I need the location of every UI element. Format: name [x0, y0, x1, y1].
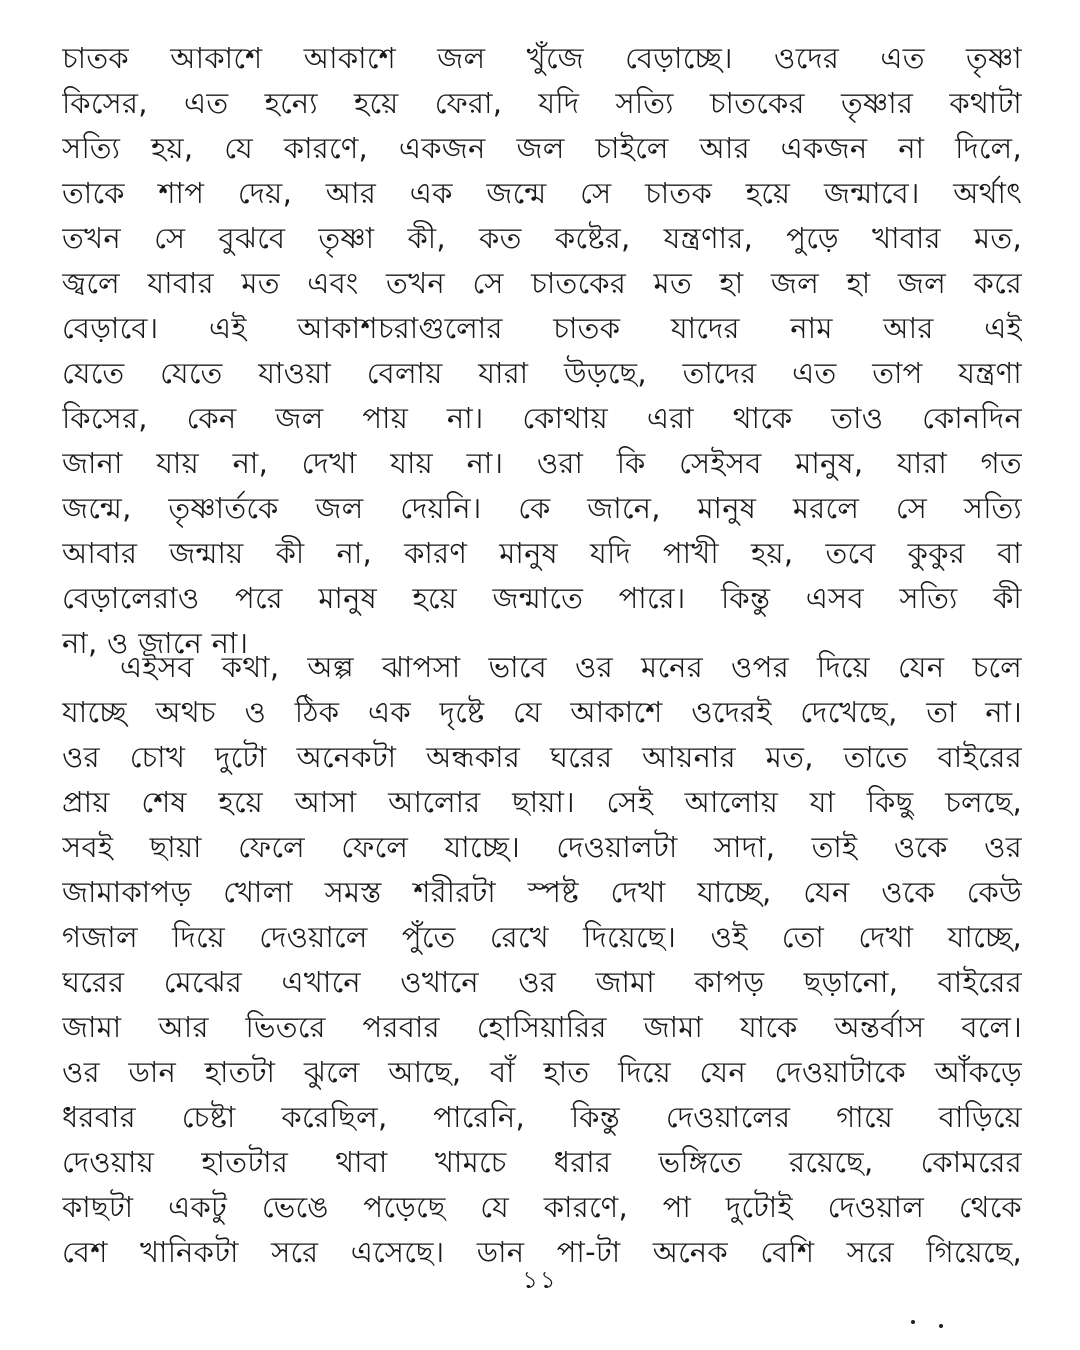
scan-specks [905, 1318, 955, 1330]
text-line: যাচ্ছে অথচ ও ঠিক এক দৃষ্টে যে আকাশে ওদেরই দেখেছে, তা না। [62, 695, 1022, 729]
text-line: জামাকাপড় খোলা সমস্ত শরীরটা স্পষ্ট দেখা যাচ্ছে, যেন ওকে কেউ [62, 875, 1022, 909]
text-line: না, ও জানে না। [62, 626, 249, 660]
text-line: চাতক আকাশে আকাশে জল খুঁজে বেড়াচ্ছে। ওদের এত তৃষ্ণা [62, 41, 1022, 75]
text-line: জন্মে, তৃষ্ণার্তকে জল দেয়নি। কে জানে, মানুষ মরলে সে সত্যি [62, 491, 1022, 525]
text-line: বেড়ালেরাও পরে মানুষ হয়ে জন্মাতে পারে। কিন্তু এসব সত্যি কী [62, 581, 1022, 615]
paragraph-2 [62, 645, 1022, 1275]
page-number: ১১ [522, 1266, 558, 1294]
text-line: যেতে যেতে যাওয়া বেলায় যারা উড়ছে, তাদের এত তাপ যন্ত্রণা [62, 356, 1022, 390]
text-line: বেড়াবে। এই আকাশচরাগুলোর চাতক যাদের নাম আর এই [62, 311, 1022, 345]
text-line: তখন সে বুঝবে তৃষ্ণা কী, কত কষ্টের, যন্ত্রণার, পুড়ে খাবার মত, [62, 221, 1022, 255]
text-line: ধরবার চেষ্টা করেছিল, পারেনি, কিন্তু দেওয়ালের গায়ে বাড়িয়ে [62, 1100, 1022, 1134]
text-line: ওর ডান হাতটা ঝুলে আছে, বাঁ হাত দিয়ে যেন দেওয়াটাকে আঁকড়ে [62, 1055, 1022, 1089]
text-line: এইসব কথা, অল্প ঝাপসা ভাবে ওর মনের ওপর দিয়ে যেন চলে [120, 650, 1022, 684]
text-line: কাছটা একটু ভেঙে পড়েছে যে কারণে, পা দুটোই দেওয়াল থেকে [62, 1190, 1022, 1224]
text-line: দেওয়ায় হাতটার থাবা খামচে ধরার ভঙ্গিতে রয়েছে, কোমরের [62, 1145, 1022, 1179]
text-line: ঘরের মেঝের এখানে ওখানে ওর জামা কাপড় ছড়ানো, বাইরের [62, 965, 1022, 999]
text-line: জ্বলে যাবার মত এবং তখন সে চাতকের মত হা জল হা জল করে [62, 266, 1022, 300]
text-line: ওর চোখ দুটো অনেকটা অন্ধকার ঘরের আয়নার মত, তাতে বাইরের [62, 740, 1022, 774]
text-line: বেশ খানিকটা সরে এসেছে। ডান পা-টা অনেক বেশি সরে গিয়েছে, [62, 1235, 1022, 1269]
text-line: সবই ছায়া ফেলে ফেলে যাচ্ছে। দেওয়ালটা সাদা, তাই ওকে ওর [62, 830, 1022, 864]
text-line: প্রায় শেষ হয়ে আসা আলোর ছায়া। সেই আলোয় যা কিছু চলছে, [62, 785, 1022, 819]
speck [939, 1324, 943, 1328]
paragraph-1 [62, 36, 1022, 666]
text-line: কিসের, কেন জল পায় না। কোথায় এরা থাকে তাও কোনদিন [62, 401, 1022, 435]
text-line: আবার জন্মায় কী না, কারণ মানুষ যদি পাখী হয়, তবে কুকুর বা [62, 536, 1022, 570]
text-line: জানা যায় না, দেখা যায় না। ওরা কি সেইসব মানুষ, যারা গত [62, 446, 1022, 480]
text-line: সত্যি হয়, যে কারণে, একজন জল চাইলে আর একজন না দিলে, [62, 131, 1022, 165]
text-line: কিসের, এত হন্যে হয়ে ফেরা, যদি সত্যি চাতকের তৃষ্ণার কথাটা [62, 86, 1022, 120]
text-line: তাকে শাপ দেয়, আর এক জন্মে সে চাতক হয়ে জন্মাবে। অর্থাৎ [62, 176, 1022, 210]
speck [911, 1320, 915, 1324]
text-line: জামা আর ভিতরে পরবার হোসিয়ারির জামা যাকে অন্তর্বাস বলে। [62, 1010, 1022, 1044]
text-line: গজাল দিয়ে দেওয়ালে পুঁতে রেখে দিয়েছে। ওই তো দেখা যাচ্ছে, [62, 920, 1022, 954]
